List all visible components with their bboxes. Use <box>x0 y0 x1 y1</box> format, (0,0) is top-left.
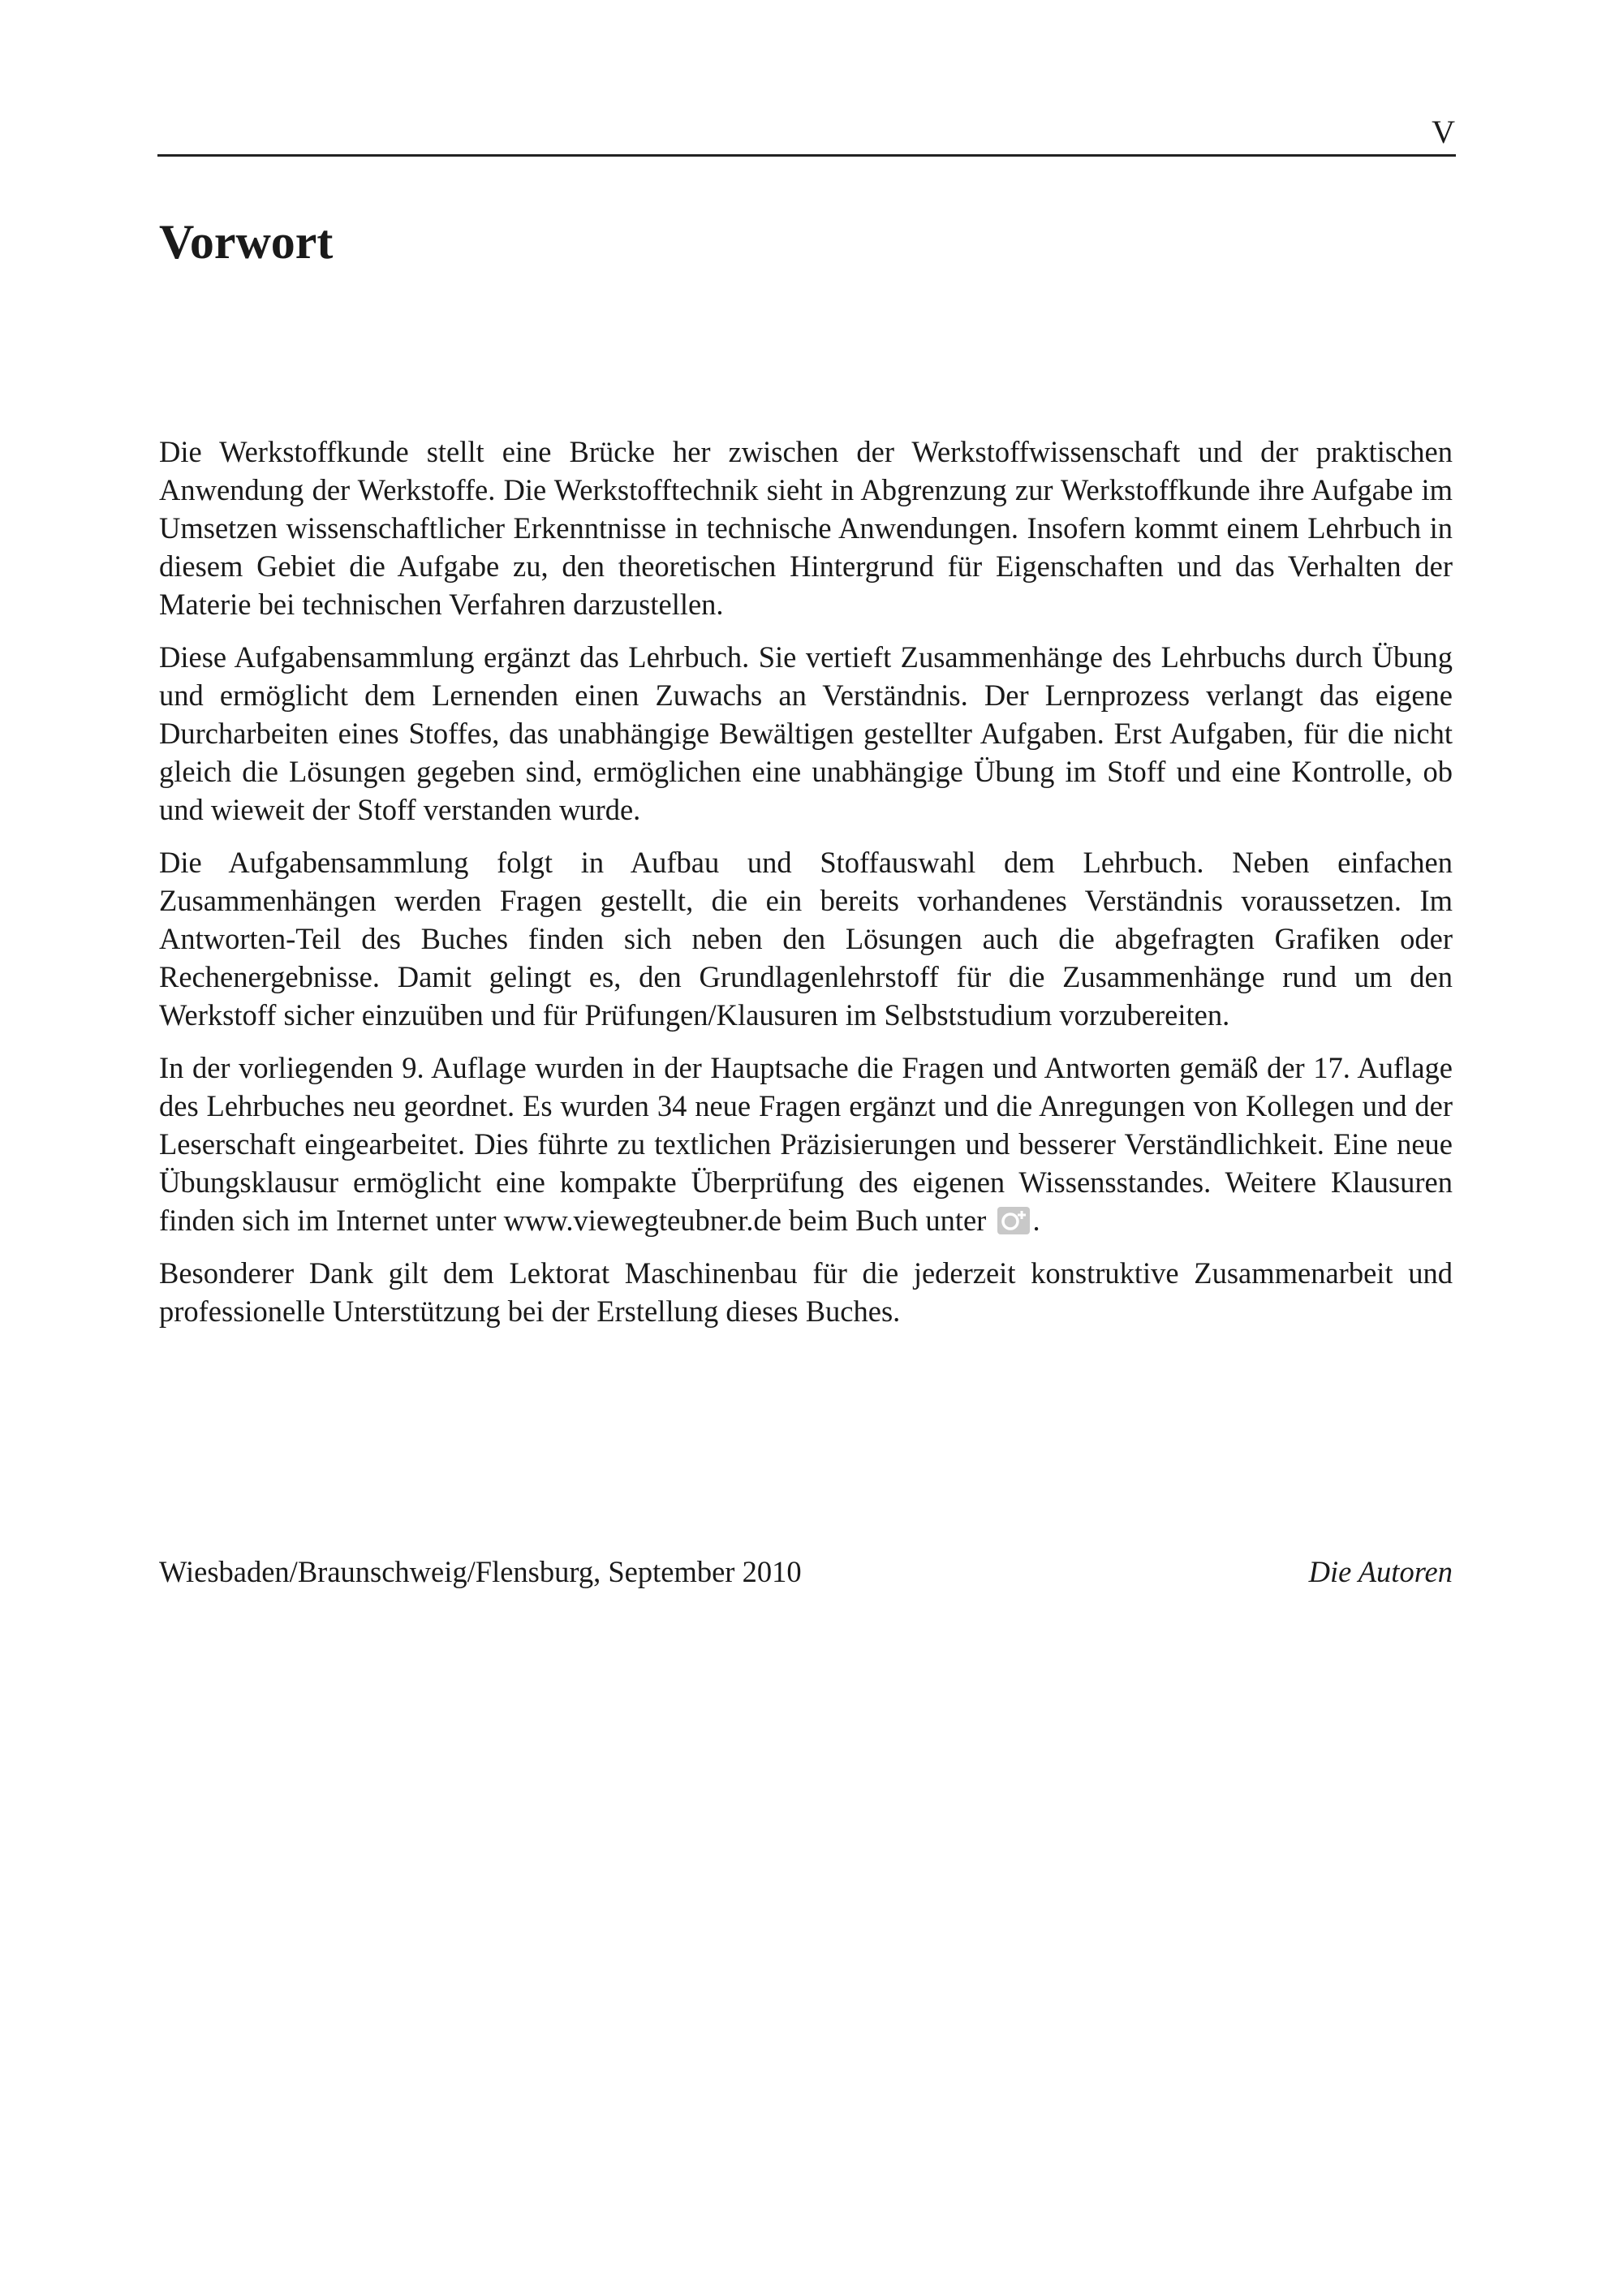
body-text <box>159 433 1453 1345</box>
paragraph-4-end: . <box>1032 1204 1040 1237</box>
paragraph-5: Besonderer Dank gilt dem Lektorat Maschinenbau für die jederzeit konstruktive Zusammenarbeit und professionelle Unterstützung bei der Erstellung dieses Buches. <box>159 1256 1453 1328</box>
paragraph-3: Die Aufgabensammlung folgt in Aufbau und Stoffauswahl dem Lehrbuch. Neben einfachen Zusammenhängen werden Fragen gestellt, die ein bereits vorhandenes Verständnis voraussetzen. Im Antworten-Teil des Buches finden sich neben den Lösungen auch die abgefragten Grafiken oder Rechenergebnisse. Damit gelingt es, den Grundlagenlehrstoff für die Zusammenhänge rund um den Werkstoff sicher einzuüben und für Prüfungen/Klausuren im Selbststudium vorzubereiten. <box>159 846 1453 1032</box>
authors: Die Autoren <box>1308 1555 1453 1588</box>
paragraph-4-text: In der vorliegenden 9. Auflage wurden in der Hauptsache die Fragen und Antworten gemäß der 17. Auflage des Lehrbuches neu geordnet. Es wurden 34 neue Fragen ergänzt und die Anregungen von Kollegen und der Leserschaft eingearbeitet. Dies führte zu textlichen Präzisierungen und besserer Verständlichkeit. Eine neue Übungsklausur ermöglicht eine kompakte Überprüfung des eigenen Wissensstandes. Weitere Klausuren finden sich im Internet unter www.viewegteubner.de beim Buch unter <box>159 1051 1453 1237</box>
header-rule <box>157 154 1456 157</box>
page-number: V <box>1432 114 1455 150</box>
place-date: Wiesbaden/Braunschweig/Flensburg, September 2010 <box>159 1555 802 1588</box>
paragraph-2: Diese Aufgabensammlung ergänzt das Lehrbuch. Sie vertieft Zusammenhänge des Lehrbuchs durch Übung und ermöglicht dem Lernenden einen Zuwachs an Verständnis. Der Lernprozess verlangt das eigene Durcharbeiten eines Stoffes, das unabhängige Bewältigen gestellter Aufgaben. Erst Aufgaben, für die nicht gleich die Lösungen gegeben sind, ermöglichen eine unabhängige Übung im Stoff und eine Kontrolle, ob und wieweit der Stoff verstanden wurde. <box>159 640 1453 826</box>
signature-line <box>159 1553 1453 1591</box>
page-title: Vorwort <box>159 215 334 269</box>
paragraph-4 <box>159 1049 1453 1239</box>
paragraph-1: Die Werkstoffkunde stellt eine Brücke her zwischen der Werkstoffwissenschaft und der praktischen Anwendung der Werkstoffe. Die Werkstofftechnik sieht in Abgrenzung zur Werkstoffkunde ihre Aufgabe im Umsetzen wissenschaftlicher Erkenntnisse in technische Anwendungen. Insofern kommt einem Lehrbuch in diesem Gebiet die Aufgabe zu, den theoretischen Hintergrund für Eigenschaften und das Verhalten der Materie bei technischen Verfahren darzustellen. <box>159 435 1453 621</box>
online-plus-icon <box>997 1206 1031 1235</box>
